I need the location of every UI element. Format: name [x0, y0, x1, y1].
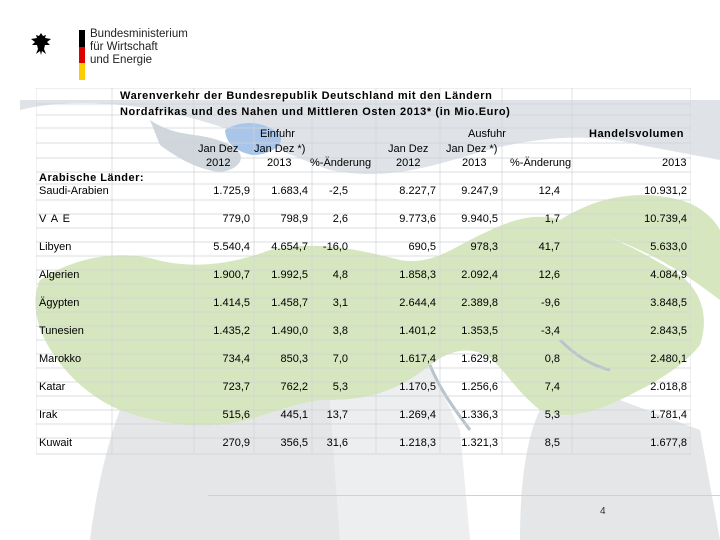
row-value-vol2013: 2.480,1 — [650, 353, 687, 365]
row-value-imp2013: 1.490,0 — [271, 325, 308, 337]
row-value-imp2012: 1.435,2 — [213, 325, 250, 337]
row-value-vol2013: 5.633,0 — [650, 241, 687, 253]
row-country-label: Irak — [39, 409, 58, 421]
ministry-logo — [24, 28, 188, 80]
row-value-impchg: 3,1 — [332, 297, 348, 309]
row-value-expchg: 12,6 — [538, 269, 560, 281]
row-value-exp2013: 2.092,4 — [461, 269, 498, 281]
row-value-expchg: -9,6 — [541, 297, 560, 309]
row-value-vol2013: 1.677,8 — [650, 437, 687, 449]
row-value-expchg: 12,4 — [538, 185, 560, 197]
row-value-imp2013: 762,2 — [280, 381, 308, 393]
row-value-imp2013: 850,3 — [280, 353, 308, 365]
header-import-year-2012: 2012 — [206, 157, 231, 169]
row-value-imp2012: 5.540,4 — [213, 241, 250, 253]
row-value-exp2013: 1.336,3 — [461, 409, 498, 421]
ministry-name-line1: Bundesministerium — [90, 28, 188, 40]
header-export-group: Ausfuhr — [468, 128, 506, 140]
row-value-exp2012: 1.269,4 — [399, 409, 436, 421]
row-value-imp2012: 1.725,9 — [213, 185, 250, 197]
header-import-jandez-2013: Jan Dez *) — [254, 143, 306, 155]
ministry-name-line2: für Wirtschaft — [90, 41, 158, 53]
row-value-expchg: 7,4 — [544, 381, 560, 393]
ministry-name-line3: und Energie — [90, 54, 153, 66]
row-value-imp2012: 1.414,5 — [213, 297, 250, 309]
header-import-jandez-2012: Jan Dez — [198, 143, 239, 155]
row-value-impchg: 3,8 — [332, 325, 348, 337]
row-country-label: Kuwait — [39, 437, 73, 449]
trade-table — [36, 88, 691, 460]
row-value-imp2013: 445,1 — [280, 409, 308, 421]
row-value-exp2012: 9.773,6 — [399, 213, 436, 225]
row-value-vol2013: 3.848,5 — [650, 297, 687, 309]
row-value-exp2013: 9.940,5 — [461, 213, 498, 225]
ministry-name — [90, 28, 188, 67]
row-value-expchg: 1,7 — [544, 213, 560, 225]
header-volume-group: Handelsvolumen — [589, 128, 685, 140]
header-export-year-2012: 2012 — [396, 157, 421, 169]
row-value-vol2013: 10.931,2 — [644, 185, 687, 197]
header-export-jandez-2012: Jan Dez — [388, 143, 429, 155]
header-import-year-2013: 2013 — [267, 157, 292, 169]
row-country-label: Ägypten — [39, 297, 80, 309]
row-value-exp2013: 1.256,6 — [461, 381, 498, 393]
row-value-imp2012: 270,9 — [222, 437, 250, 449]
table-title — [120, 88, 510, 120]
row-value-exp2012: 1.218,3 — [399, 437, 436, 449]
row-value-impchg: 13,7 — [326, 409, 348, 421]
row-value-exp2013: 2.389,8 — [461, 297, 498, 309]
row-country-label: Libyen — [39, 241, 72, 253]
row-value-imp2013: 356,5 — [280, 437, 308, 449]
row-value-expchg: 5,3 — [544, 409, 560, 421]
row-value-exp2013: 978,3 — [470, 241, 498, 253]
header-volume-year-2013: 2013 — [662, 157, 687, 169]
table-title-line1: Warenverkehr der Bundesrepublik Deutschland mit den Ländern — [120, 90, 493, 102]
row-value-exp2012: 1.170,5 — [399, 381, 436, 393]
page-number: 4 — [600, 506, 606, 517]
row-value-exp2013: 1.629,8 — [461, 353, 498, 365]
german-flag-bar — [79, 30, 85, 80]
row-value-vol2013: 1.781,4 — [650, 409, 687, 421]
header-export-year-2013: 2013 — [462, 157, 487, 169]
row-country-label: V A E — [39, 213, 71, 225]
row-value-impchg: -16,0 — [322, 241, 348, 253]
row-value-exp2013: 1.321,3 — [461, 437, 498, 449]
header-export-jandez-2013: Jan Dez *) — [446, 143, 498, 155]
row-value-impchg: 4,8 — [332, 269, 348, 281]
header-import-change: %-Änderung — [310, 157, 372, 169]
row-value-vol2013: 4.084,9 — [650, 269, 687, 281]
row-value-vol2013: 2.018,8 — [650, 381, 687, 393]
flag-stripe-gold — [79, 63, 85, 80]
row-value-imp2013: 1.992,5 — [271, 269, 308, 281]
row-value-impchg: 2,6 — [332, 213, 348, 225]
row-country-label: Katar — [39, 381, 66, 393]
row-value-impchg: -2,5 — [329, 185, 348, 197]
flag-stripe-red — [79, 47, 85, 64]
row-value-imp2013: 4.654,7 — [271, 241, 308, 253]
row-value-imp2012: 723,7 — [222, 381, 250, 393]
row-value-imp2012: 734,4 — [222, 353, 250, 365]
row-value-expchg: 8,5 — [544, 437, 560, 449]
row-value-imp2013: 1.683,4 — [271, 185, 308, 197]
row-country-label: Marokko — [39, 353, 82, 365]
row-value-imp2012: 1.900,7 — [213, 269, 250, 281]
row-value-exp2012: 2.644,4 — [399, 297, 436, 309]
header-import-group: Einfuhr — [260, 128, 295, 140]
row-country-label: Tunesien — [39, 325, 84, 337]
flag-stripe-black — [79, 30, 85, 47]
row-value-exp2012: 690,5 — [408, 241, 436, 253]
row-value-imp2012: 515,6 — [222, 409, 250, 421]
row-country-label: Saudi-Arabien — [39, 185, 109, 197]
row-value-imp2013: 798,9 — [280, 213, 308, 225]
table-title-line2: Nordafrikas und des Nahen und Mittleren Osten 2013* (in Mio.Euro) — [120, 106, 511, 118]
row-value-imp2013: 1.458,7 — [271, 297, 308, 309]
row-value-impchg: 31,6 — [326, 437, 348, 449]
row-value-impchg: 7,0 — [332, 353, 348, 365]
header-export-change: %-Änderung — [510, 157, 572, 169]
row-value-exp2012: 8.227,7 — [399, 185, 436, 197]
row-value-expchg: 41,7 — [538, 241, 560, 253]
row-value-exp2012: 1.617,4 — [399, 353, 436, 365]
row-value-expchg: -3,4 — [541, 325, 560, 337]
row-value-expchg: 0,8 — [544, 353, 560, 365]
row-value-vol2013: 2.843,5 — [650, 325, 687, 337]
row-value-exp2013: 9.247,9 — [461, 185, 498, 197]
row-value-exp2012: 1.401,2 — [399, 325, 436, 337]
section-label-arab-countries: Arabische Länder: — [39, 172, 145, 184]
federal-eagle-icon — [30, 32, 52, 56]
row-value-exp2013: 1.353,5 — [461, 325, 498, 337]
row-value-imp2012: 779,0 — [222, 213, 250, 225]
row-value-exp2012: 1.858,3 — [399, 269, 436, 281]
row-value-impchg: 5,3 — [332, 381, 348, 393]
row-value-vol2013: 10.739,4 — [644, 213, 687, 225]
row-country-label: Algerien — [39, 269, 80, 281]
footer-divider — [208, 495, 720, 496]
